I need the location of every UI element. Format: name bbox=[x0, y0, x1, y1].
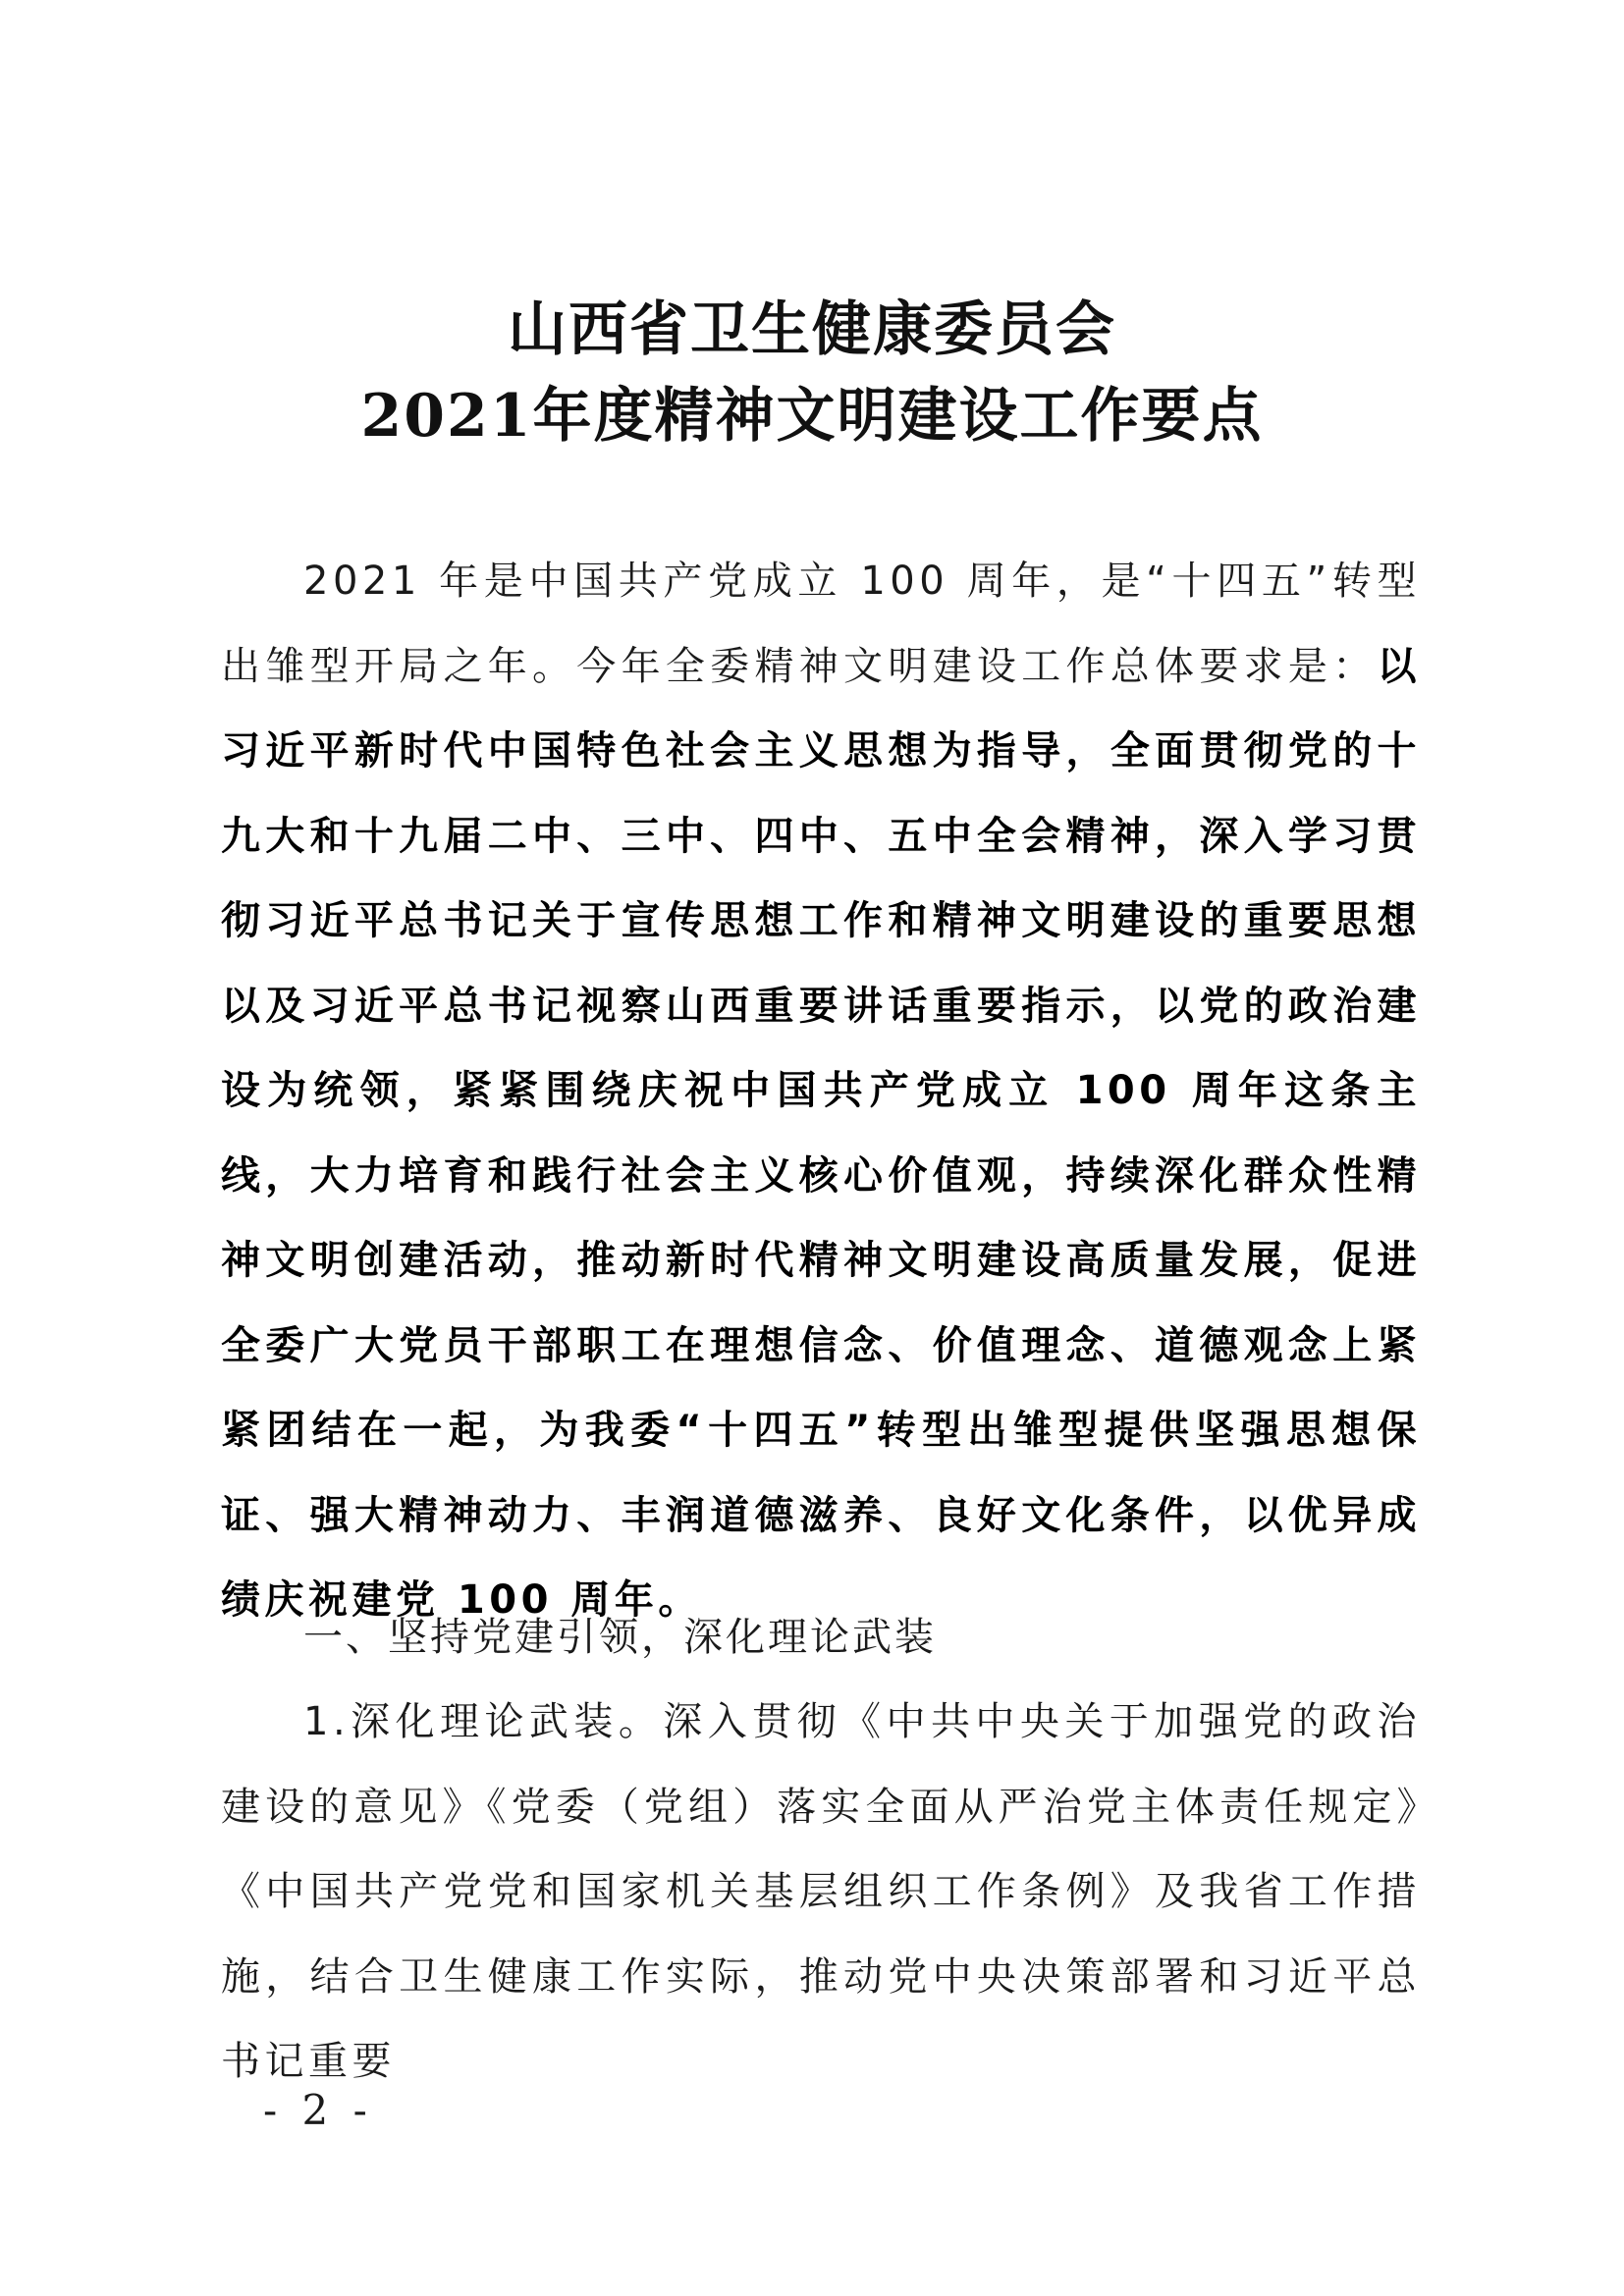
intro-bold-text: 以习近平新时代中国特色社会主义思想为指导，全面贯彻党的十九大和十九届二中、三中、四中、五中全会精神，深入学习贯彻习近平总书记关于宣传思想工作和精神文明建设的重要思想以及习近平总书记视察山西重要讲话重要指示，以党的政治建设为统领，紧紧围绕庆祝中国共产党成立 100 周年这条主线，大力培育和践行社会主义核心价值观，持续深化群众性精神文明创建活动，推动新时代精神文明建设高质量发展，促进全委广大党员干部职工在理想信念、价值理念、道德观念上紧紧团结在一起，为我委“十四五”转型出雏型提供坚强思想保证、强大精神动力、丰润道德滋养、良好文化条件，以优异成绩庆祝建党 100 周年。 bbox=[221, 643, 1421, 1623]
item-1-paragraph: 1.深化理论武装。深入贯彻《中共中央关于加强党的政治建设的意见》《党委（党组）落实全面从严治党主体责任规定》《中国共产党党和国家机关基层组织工作条例》及我省工作措施，结合卫生健康工作实际，推动党中央决策部署和习近平总书记重要 bbox=[221, 1699, 1421, 2084]
document-title-line1: 山西省卫生健康委员会 bbox=[508, 295, 1116, 364]
document-title-line2: 2021年度精神文明建设工作要点 bbox=[360, 382, 1264, 451]
section-heading-1: 一、坚持党建引领，深化理论武装 bbox=[303, 1615, 937, 1660]
page-number: - 2 - bbox=[263, 2086, 373, 2134]
intro-paragraph bbox=[221, 539, 1421, 1643]
intro-plain-text: 2021 年是中国共产党成立 100 周年，是“十四五”转型出雏型开局之年。今年全委精神文明建设工作总体要求是： bbox=[221, 559, 1421, 689]
